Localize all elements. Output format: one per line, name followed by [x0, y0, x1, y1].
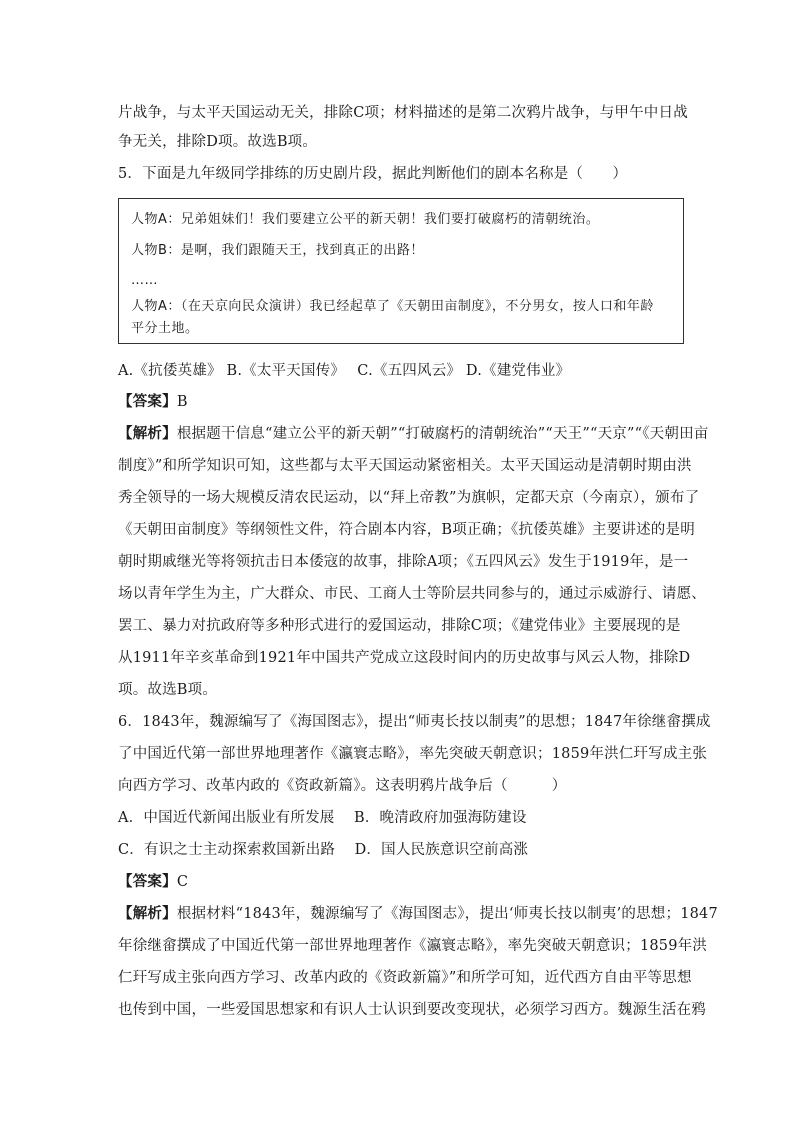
question-6-option: C．有识之士主动探索救国新出路 D．国人民族意识空前高涨	[118, 842, 529, 858]
script-line: 人物B：是啊，我们跟随天王，找到真正的出路！	[131, 243, 424, 258]
question-5-analysis-line: 制度》”和所学知识可知，这些都与太平天国运动紧密相关。太平天国运动是清朝时期由洪	[118, 458, 692, 474]
answer-tag: 【答案】	[118, 393, 177, 410]
answer-value: B	[176, 394, 188, 410]
question-6-stem: 6．1843年，魏源编写了《海国图志》，提出“师夷长技以制夷”的思想；1847年徐继畲撰成	[118, 714, 711, 730]
question-5-analysis-line: 《天朝田亩制度》等纲领性文件，符合剧本内容，B项正确；《抗倭英雄》主要讲述的是明	[118, 522, 695, 538]
question-6-analysis-line: 年徐继畲撰成了中国近代第一部世界地理著作《瀛寰志略》，率先突破天朝意识；1859年洪	[118, 938, 708, 954]
answer-value: C	[176, 874, 189, 890]
question-5-analysis-line: 秀全领导的一场大规模反清农民运动，以“拜上帝教”为旗帜，定都天京（今南京），颁布了	[118, 490, 700, 506]
paragraph-line: 片战争，与太平天国运动无关，排除C项；材料描述的是第二次鸦片战争，与甲午中日战	[118, 105, 688, 121]
question-5-analysis-line	[118, 424, 708, 444]
analysis-text: 根据题干信息“建立公平的新天朝”“打破腐朽的清朝统治”“天王”“天京”“《天朝田亩	[176, 426, 709, 442]
analysis-text: 根据材料“1843年，魏源编写了《海国图志》，提出‘师夷长技以制夷’的思想；1847	[176, 906, 718, 922]
question-6-stem: 向西方学习、改革内政的《资政新篇》。这表明鸦片战争后（ ）	[118, 778, 567, 794]
analysis-tag: 【解析】	[118, 905, 177, 922]
question-5-answer	[118, 392, 188, 412]
question-6-analysis-line: 仁玕写成主张向西方学习、改革内政的《资政新篇》”和所学可知，近代西方自由平等思想	[118, 970, 692, 986]
script-line: 人物A：（在天京向民众演讲）我已经起草了《天朝田亩制度》，不分男女，按人口和年龄	[131, 299, 654, 314]
script-line: 人物A：兄弟姐妹们！我们要建立公平的新天朝！我们要打破腐朽的清朝统治。	[131, 212, 600, 227]
script-line: 平分土地。	[131, 321, 199, 336]
question-6-stem: 了中国近代第一部世界地理著作《瀛寰志略》，率先突破天朝意识；1859年洪仁玕写成主张	[118, 746, 708, 762]
answer-tag: 【答案】	[118, 873, 177, 890]
paragraph-line: 争无关，排除D项。故选B项。	[118, 134, 318, 150]
question-5-analysis-line: 从1911年辛亥革命到1921年中国共产党成立这段时间内的历史故事与风云人物，排除D	[118, 650, 691, 666]
question-6-analysis-line	[118, 904, 718, 924]
script-line: ……	[131, 273, 158, 288]
question-6-analysis-line: 也传到中国，一些爱国思想家和有识人士认识到要改变现状，必须学习西方。魏源生活在鸦	[118, 1002, 706, 1018]
question-5-analysis-line: 罢工、暴力对抗政府等多种形式进行的爱国运动，排除C项；《建党伟业》主要展现的是	[118, 618, 681, 634]
question-6-answer	[118, 872, 188, 892]
script-excerpt-box	[118, 198, 684, 344]
question-5-analysis-line: 朝时期戚继光等将领抗击日本倭寇的故事，排除A项；《五四风云》发生于1919年，是一	[118, 554, 689, 570]
question-5-analysis-line: 场以青年学生为主，广大群众、市民、工商人士等阶层共同参与的，通过示威游行、请愿、	[118, 586, 706, 602]
question-5-options: A.《抗倭英雄》 B.《太平天国传》 C.《五四风云》 D.《建党伟业》	[118, 363, 571, 379]
question-5-stem: 5．下面是九年级同学排练的历史剧片段，据此判断他们的剧本名称是（ ）	[118, 166, 628, 182]
question-6-option: A．中国近代新闻出版业有所发展 B．晚清政府加强海防建设	[118, 810, 527, 826]
analysis-tag: 【解析】	[118, 425, 177, 442]
question-5-analysis-line: 项。故选B项。	[118, 682, 218, 698]
